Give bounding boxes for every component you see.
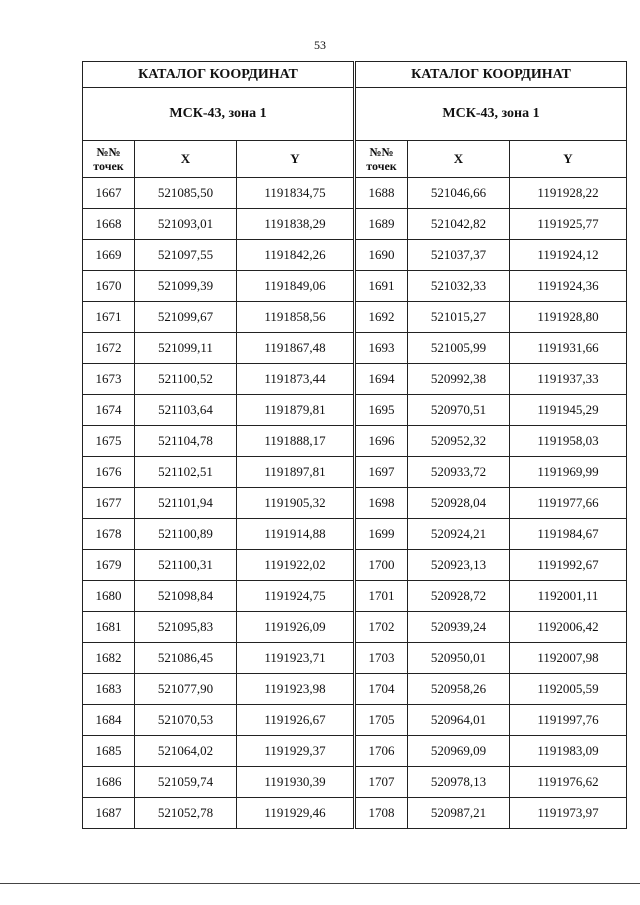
y-coordinate-cell: 1191928,80 — [510, 302, 627, 333]
point-number-cell: 1706 — [356, 736, 408, 767]
column-header-point-number-line1: №№ — [96, 145, 121, 159]
y-coordinate-cell: 1191888,17 — [237, 426, 354, 457]
x-coordinate-cell: 520970,51 — [408, 395, 510, 426]
y-coordinate-cell: 1191983,09 — [510, 736, 627, 767]
table-row — [83, 612, 354, 643]
y-coordinate-cell: 1192001,11 — [510, 581, 627, 612]
point-number-cell: 1705 — [356, 705, 408, 736]
point-number-cell: 1677 — [83, 488, 135, 519]
point-number-cell: 1667 — [83, 178, 135, 209]
x-coordinate-cell: 520952,32 — [408, 426, 510, 457]
x-coordinate-cell: 521095,83 — [135, 612, 237, 643]
table-row — [83, 674, 354, 705]
table-row — [356, 612, 627, 643]
point-number-cell: 1708 — [356, 798, 408, 829]
table-row — [83, 395, 354, 426]
y-coordinate-cell: 1191929,37 — [237, 736, 354, 767]
table-row — [83, 302, 354, 333]
y-coordinate-cell: 1191923,98 — [237, 674, 354, 705]
x-coordinate-cell: 520939,24 — [408, 612, 510, 643]
table-row — [356, 643, 627, 674]
coordinate-catalog-left — [82, 61, 354, 829]
table-row — [83, 333, 354, 364]
column-header-x: X — [135, 141, 237, 178]
x-coordinate-cell: 520992,38 — [408, 364, 510, 395]
y-coordinate-cell: 1191977,66 — [510, 488, 627, 519]
point-number-cell: 1673 — [83, 364, 135, 395]
point-number-cell: 1682 — [83, 643, 135, 674]
y-coordinate-cell: 1191838,29 — [237, 209, 354, 240]
point-number-cell: 1697 — [356, 457, 408, 488]
point-number-cell: 1698 — [356, 488, 408, 519]
column-header-point-number-line1: №№ — [369, 145, 394, 159]
bottom-divider — [0, 883, 640, 884]
table-row — [356, 705, 627, 736]
table-row — [83, 767, 354, 798]
x-coordinate-cell: 521037,37 — [408, 240, 510, 271]
table-row — [83, 550, 354, 581]
x-coordinate-cell: 520987,21 — [408, 798, 510, 829]
table-row — [356, 767, 627, 798]
y-coordinate-cell: 1191922,02 — [237, 550, 354, 581]
column-header-point-number — [356, 141, 408, 178]
y-coordinate-cell: 1191924,75 — [237, 581, 354, 612]
y-coordinate-cell: 1191867,48 — [237, 333, 354, 364]
x-coordinate-cell: 521032,33 — [408, 271, 510, 302]
y-coordinate-cell: 1191873,44 — [237, 364, 354, 395]
table-row — [83, 178, 354, 209]
point-number-cell: 1683 — [83, 674, 135, 705]
table-row — [356, 798, 627, 829]
column-header-x: X — [408, 141, 510, 178]
y-coordinate-cell: 1191992,67 — [510, 550, 627, 581]
y-coordinate-cell: 1191931,66 — [510, 333, 627, 364]
column-header-y: Y — [237, 141, 354, 178]
y-coordinate-cell: 1191926,09 — [237, 612, 354, 643]
x-coordinate-cell: 521093,01 — [135, 209, 237, 240]
table-row — [356, 736, 627, 767]
catalog-title: КАТАЛОГ КООРДИНАТ — [83, 62, 354, 88]
column-header-point-number-line2: точек — [93, 159, 124, 173]
y-coordinate-cell: 1191924,36 — [510, 271, 627, 302]
table-row — [83, 519, 354, 550]
point-number-cell: 1672 — [83, 333, 135, 364]
point-number-cell: 1692 — [356, 302, 408, 333]
y-coordinate-cell: 1191969,99 — [510, 457, 627, 488]
x-coordinate-cell: 521100,52 — [135, 364, 237, 395]
x-coordinate-cell: 521103,64 — [135, 395, 237, 426]
x-coordinate-cell: 521070,53 — [135, 705, 237, 736]
column-header-point-number — [83, 141, 135, 178]
point-number-cell: 1703 — [356, 643, 408, 674]
x-coordinate-cell: 520923,13 — [408, 550, 510, 581]
x-coordinate-cell: 521046,66 — [408, 178, 510, 209]
table-row — [356, 457, 627, 488]
column-header-y: Y — [510, 141, 627, 178]
table-row — [356, 364, 627, 395]
x-coordinate-cell: 520924,21 — [408, 519, 510, 550]
y-coordinate-cell: 1191923,71 — [237, 643, 354, 674]
point-number-cell: 1689 — [356, 209, 408, 240]
y-coordinate-cell: 1191858,56 — [237, 302, 354, 333]
catalog-zone: МСК-43, зона 1 — [83, 88, 354, 141]
x-coordinate-cell: 521104,78 — [135, 426, 237, 457]
point-number-cell: 1675 — [83, 426, 135, 457]
y-coordinate-cell: 1191937,33 — [510, 364, 627, 395]
x-coordinate-cell: 521099,39 — [135, 271, 237, 302]
x-coordinate-cell: 520958,26 — [408, 674, 510, 705]
x-coordinate-cell: 521086,45 — [135, 643, 237, 674]
y-coordinate-cell: 1191849,06 — [237, 271, 354, 302]
y-coordinate-cell: 1191929,46 — [237, 798, 354, 829]
x-coordinate-cell: 520950,01 — [408, 643, 510, 674]
y-coordinate-cell: 1191945,29 — [510, 395, 627, 426]
point-number-cell: 1701 — [356, 581, 408, 612]
point-number-cell: 1704 — [356, 674, 408, 705]
point-number-cell: 1674 — [83, 395, 135, 426]
point-number-cell: 1676 — [83, 457, 135, 488]
x-coordinate-cell: 521100,89 — [135, 519, 237, 550]
x-coordinate-cell: 521100,31 — [135, 550, 237, 581]
x-coordinate-cell: 521005,99 — [408, 333, 510, 364]
table-row — [356, 674, 627, 705]
table-row — [356, 209, 627, 240]
coordinate-catalog-right — [355, 61, 627, 829]
y-coordinate-cell: 1192005,59 — [510, 674, 627, 705]
y-coordinate-cell: 1191834,75 — [237, 178, 354, 209]
table-row — [83, 364, 354, 395]
point-number-cell: 1679 — [83, 550, 135, 581]
point-number-cell: 1686 — [83, 767, 135, 798]
x-coordinate-cell: 520933,72 — [408, 457, 510, 488]
y-coordinate-cell: 1191914,88 — [237, 519, 354, 550]
y-coordinate-cell: 1191879,81 — [237, 395, 354, 426]
x-coordinate-cell: 520928,72 — [408, 581, 510, 612]
table-row — [83, 240, 354, 271]
x-coordinate-cell: 521059,74 — [135, 767, 237, 798]
x-coordinate-cell: 520978,13 — [408, 767, 510, 798]
point-number-cell: 1681 — [83, 612, 135, 643]
table-row — [83, 643, 354, 674]
point-number-cell: 1690 — [356, 240, 408, 271]
x-coordinate-cell: 521097,55 — [135, 240, 237, 271]
table-row — [356, 240, 627, 271]
point-number-cell: 1668 — [83, 209, 135, 240]
point-number-cell: 1688 — [356, 178, 408, 209]
point-number-cell: 1702 — [356, 612, 408, 643]
table-row — [356, 395, 627, 426]
column-header-point-number-line2: точек — [366, 159, 397, 173]
y-coordinate-cell: 1191897,81 — [237, 457, 354, 488]
x-coordinate-cell: 520928,04 — [408, 488, 510, 519]
table-row — [83, 488, 354, 519]
point-number-cell: 1695 — [356, 395, 408, 426]
table-row — [356, 178, 627, 209]
point-number-cell: 1707 — [356, 767, 408, 798]
x-coordinate-cell: 521052,78 — [135, 798, 237, 829]
catalog-title: КАТАЛОГ КООРДИНАТ — [356, 62, 627, 88]
y-coordinate-cell: 1191997,76 — [510, 705, 627, 736]
table-row — [83, 426, 354, 457]
y-coordinate-cell: 1191905,32 — [237, 488, 354, 519]
table-row — [83, 209, 354, 240]
table-row — [356, 519, 627, 550]
y-coordinate-cell: 1191973,97 — [510, 798, 627, 829]
point-number-cell: 1678 — [83, 519, 135, 550]
x-coordinate-cell: 521101,94 — [135, 488, 237, 519]
table-row — [83, 581, 354, 612]
point-number-cell: 1694 — [356, 364, 408, 395]
table-row — [356, 550, 627, 581]
y-coordinate-cell: 1191842,26 — [237, 240, 354, 271]
point-number-cell: 1669 — [83, 240, 135, 271]
table-row — [356, 333, 627, 364]
point-number-cell: 1670 — [83, 271, 135, 302]
table-row — [356, 581, 627, 612]
x-coordinate-cell: 521077,90 — [135, 674, 237, 705]
point-number-cell: 1693 — [356, 333, 408, 364]
x-coordinate-cell: 521064,02 — [135, 736, 237, 767]
x-coordinate-cell: 521099,67 — [135, 302, 237, 333]
x-coordinate-cell: 521098,84 — [135, 581, 237, 612]
point-number-cell: 1680 — [83, 581, 135, 612]
point-number-cell: 1684 — [83, 705, 135, 736]
page-number: 53 — [314, 38, 326, 52]
x-coordinate-cell: 521085,50 — [135, 178, 237, 209]
y-coordinate-cell: 1191930,39 — [237, 767, 354, 798]
table-row — [356, 488, 627, 519]
table-row — [83, 798, 354, 829]
point-number-cell: 1700 — [356, 550, 408, 581]
catalog-zone: МСК-43, зона 1 — [356, 88, 627, 141]
point-number-cell: 1699 — [356, 519, 408, 550]
table-row — [356, 426, 627, 457]
table-row — [83, 457, 354, 488]
table-row — [83, 271, 354, 302]
point-number-cell: 1687 — [83, 798, 135, 829]
x-coordinate-cell: 520969,09 — [408, 736, 510, 767]
x-coordinate-cell: 521099,11 — [135, 333, 237, 364]
table-row — [83, 705, 354, 736]
y-coordinate-cell: 1191958,03 — [510, 426, 627, 457]
y-coordinate-cell: 1191925,77 — [510, 209, 627, 240]
x-coordinate-cell: 521102,51 — [135, 457, 237, 488]
point-number-cell: 1671 — [83, 302, 135, 333]
y-coordinate-cell: 1191976,62 — [510, 767, 627, 798]
table-row — [83, 736, 354, 767]
y-coordinate-cell: 1191928,22 — [510, 178, 627, 209]
x-coordinate-cell: 520964,01 — [408, 705, 510, 736]
y-coordinate-cell: 1192006,42 — [510, 612, 627, 643]
y-coordinate-cell: 1191984,67 — [510, 519, 627, 550]
x-coordinate-cell: 521015,27 — [408, 302, 510, 333]
x-coordinate-cell: 521042,82 — [408, 209, 510, 240]
y-coordinate-cell: 1192007,98 — [510, 643, 627, 674]
y-coordinate-cell: 1191924,12 — [510, 240, 627, 271]
point-number-cell: 1696 — [356, 426, 408, 457]
point-number-cell: 1685 — [83, 736, 135, 767]
y-coordinate-cell: 1191926,67 — [237, 705, 354, 736]
table-row — [356, 271, 627, 302]
point-number-cell: 1691 — [356, 271, 408, 302]
table-row — [356, 302, 627, 333]
